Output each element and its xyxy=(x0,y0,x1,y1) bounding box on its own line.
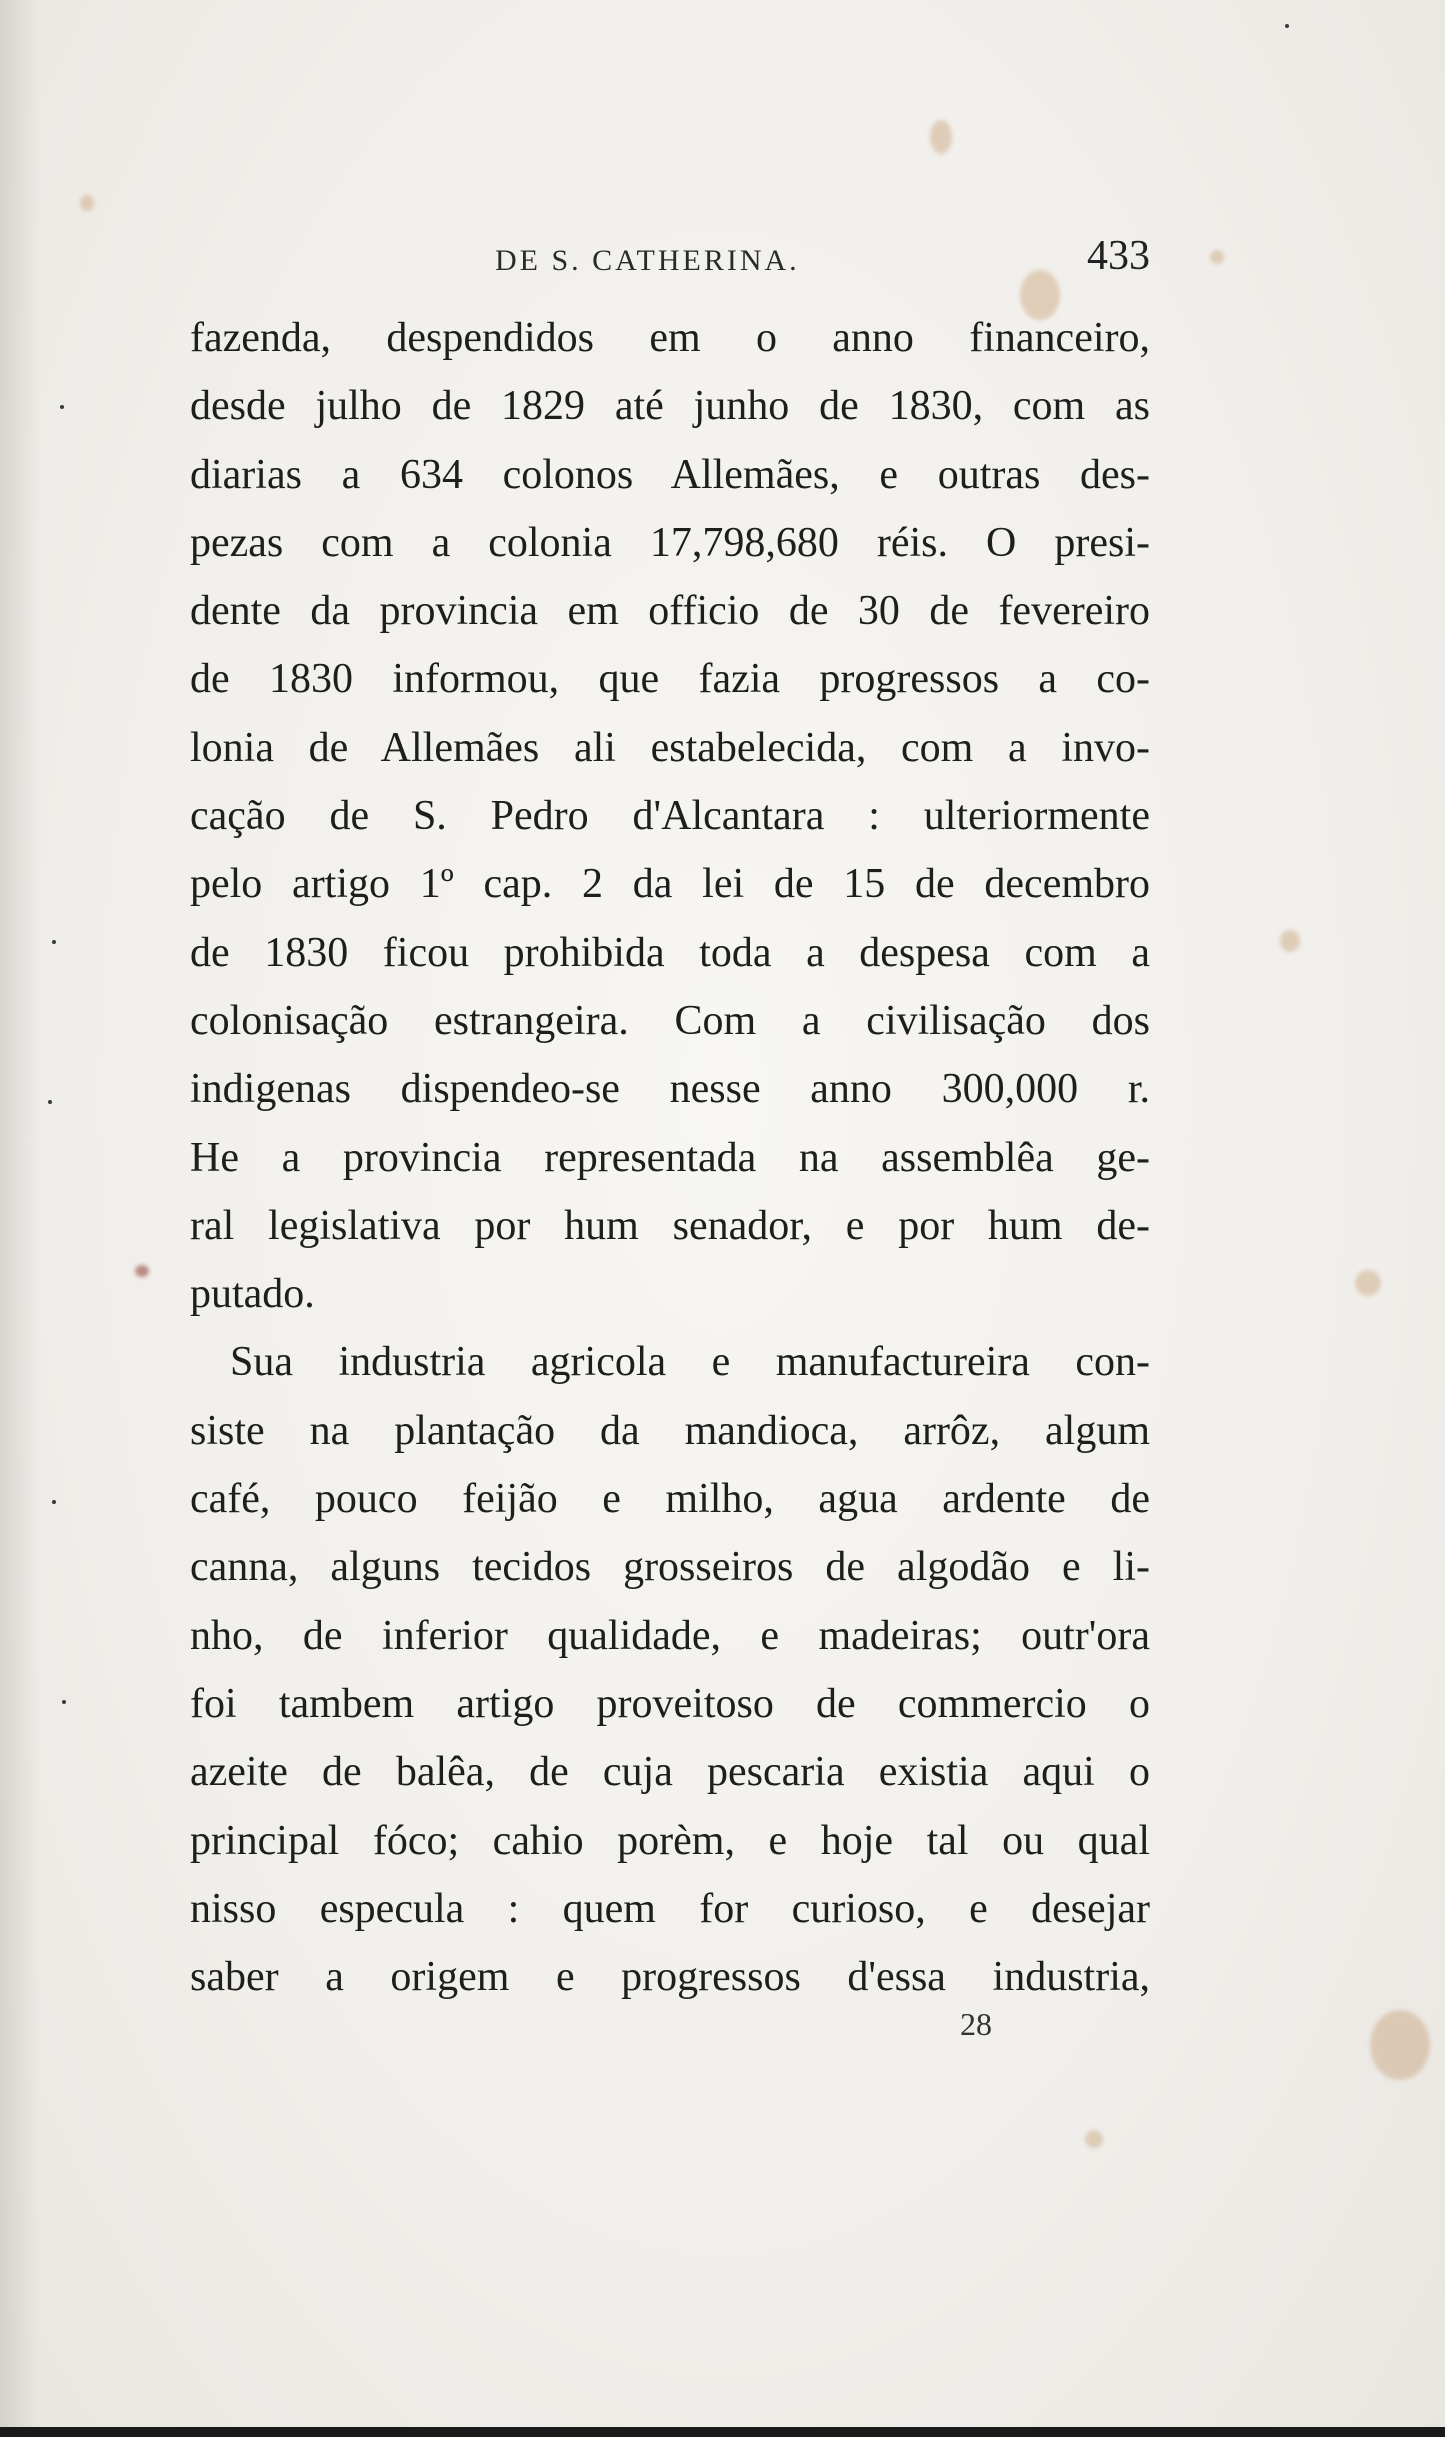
foxing-stain xyxy=(1355,1270,1381,1296)
page-header xyxy=(190,232,1150,292)
foxing-stain xyxy=(1210,250,1224,264)
text-line: principal fóco; cahio porèm, e hoje tal ou qual xyxy=(190,1817,1150,1864)
foxing-stain xyxy=(1085,2130,1103,2148)
text-line: de 1830 ficou prohibida toda a despesa com a xyxy=(190,929,1150,976)
paragraph xyxy=(190,1328,1150,2011)
foxing-stain xyxy=(80,195,94,211)
running-title: DE S. CATHERINA. xyxy=(495,244,800,277)
foxing-stain xyxy=(1370,2010,1430,2080)
text-line: canna, alguns tecidos grosseiros de algodão e li- xyxy=(190,1544,1150,1591)
text-line: nho, de inferior qualidade, e madeiras; outr'ora xyxy=(190,1612,1150,1659)
foxing-stain xyxy=(930,120,952,154)
ink-speck xyxy=(52,1500,56,1504)
text-line: He a provincia representada na assemblêa ge- xyxy=(190,1134,1150,1181)
text-line: dente da provincia em officio de 30 de fevereiro xyxy=(190,588,1150,635)
page-number: 433 xyxy=(1087,233,1150,279)
text-line: Sua industria agricola e manufactureira con- xyxy=(230,1339,1150,1386)
ink-speck xyxy=(1285,24,1289,28)
text-line: diarias a 634 colonos Allemães, e outras des- xyxy=(190,451,1150,498)
text-line: desde julho de 1829 até junho de 1830, com as xyxy=(190,383,1150,430)
text-line: siste na plantação da mandioca, arrôz, algum xyxy=(190,1407,1150,1454)
ink-speck xyxy=(60,405,64,409)
ink-speck xyxy=(62,1700,66,1704)
ink-speck xyxy=(52,940,56,944)
page-bottom-edge xyxy=(0,2427,1445,2437)
foxing-stain xyxy=(1280,930,1300,952)
text-line: de 1830 informou, que fazia progressos a co- xyxy=(190,656,1150,703)
text-line: indigenas dispendeo-se nesse anno 300,000 r. xyxy=(190,1066,1150,1113)
text-line: cação de S. Pedro d'Alcantara : ulteriormente xyxy=(190,793,1150,840)
text-line: colonisação estrangeira. Com a civilisação dos xyxy=(190,997,1150,1044)
signature-mark: 28 xyxy=(960,2006,992,2042)
paragraph xyxy=(190,304,1150,1328)
text-line: pezas com a colonia 17,798,680 réis. O presi- xyxy=(190,519,1150,566)
page-edge-shadow xyxy=(0,0,40,2437)
ink-speck xyxy=(48,1100,52,1104)
text-line: fazenda, despendidos em o anno financeiro, xyxy=(190,315,1150,361)
foxing-stain xyxy=(135,1265,149,1277)
text-line: café, pouco feijão e milho, agua ardente de xyxy=(190,1476,1150,1523)
body-text xyxy=(190,304,1150,2011)
text-line: lonia de Allemães ali estabelecida, com a invo- xyxy=(190,724,1150,771)
text-line: saber a origem e progressos d'essa industria, xyxy=(190,1954,1150,2001)
text-line: azeite de balêa, de cuja pescaria existia aqui o xyxy=(190,1749,1150,1796)
text-line: nisso especula : quem for curioso, e desejar xyxy=(190,1885,1150,1932)
text-line: foi tambem artigo proveitoso de commercio o xyxy=(190,1680,1150,1727)
text-line: putado. xyxy=(190,1271,315,1318)
text-line: pelo artigo 1º cap. 2 da lei de 15 de decembro xyxy=(190,861,1150,908)
text-line: ral legislativa por hum senador, e por hum de- xyxy=(190,1202,1150,1249)
